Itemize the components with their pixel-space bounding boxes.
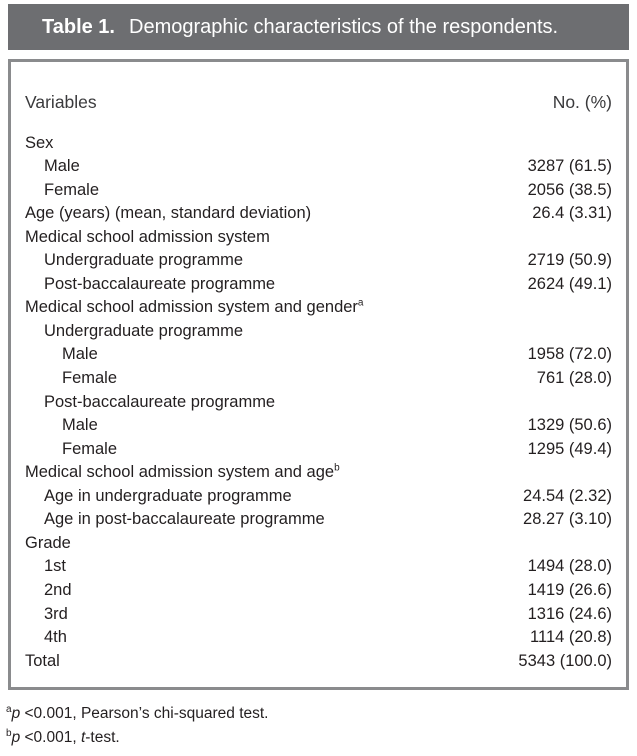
table-row (25, 484, 612, 508)
row-variable: Medical school admission system and gender$^a$ (25, 297, 364, 317)
row-variable: Undergraduate programme (44, 251, 244, 270)
table-row (25, 367, 612, 391)
table-title-bar (8, 4, 629, 50)
row-variable: Post-baccalaureate programme (44, 274, 276, 293)
row-value: 28.27 (3.10) (523, 510, 612, 529)
table-row (25, 626, 612, 650)
table-row (25, 343, 612, 367)
row-value: 3287 (61.5) (527, 157, 612, 176)
header-variables: Variables (25, 91, 97, 112)
row-value: 1329 (50.6) (527, 416, 612, 435)
table-caption: Demographic characteristics of the respondents. (129, 15, 559, 38)
row-variable: Age (years) (mean, standard deviation) (25, 204, 312, 223)
row-value: 5343 (100.0) (518, 651, 612, 670)
table-row (25, 225, 612, 249)
row-value: 1494 (28.0) (527, 557, 612, 576)
row-variable: Male (62, 416, 98, 435)
footnote-marker: b (334, 462, 340, 474)
table-row (25, 437, 612, 461)
row-value: 1419 (26.6) (527, 580, 612, 599)
row-variable: 1st (44, 557, 67, 576)
row-variable: Sex (25, 133, 54, 152)
row-variable: Female (44, 180, 100, 199)
footnote-b: $^b$p <0.001, t-test. (6, 727, 120, 746)
table-row (25, 296, 612, 320)
row-value: 26.4 (3.31) (532, 204, 612, 223)
row-value: 2624 (49.1) (527, 274, 612, 293)
row-variable: Female (62, 369, 118, 387)
row-variable: Male (44, 157, 80, 176)
table-row (25, 461, 612, 485)
row-variable: Age in post-baccalaureate programme (44, 510, 325, 529)
row-value: 24.54 (2.32) (523, 486, 612, 505)
table-row (25, 531, 612, 555)
row-value: 2719 (50.9) (527, 251, 612, 270)
row-variable: Female (62, 439, 118, 458)
table-label: Table 1. (42, 15, 115, 38)
table-row (25, 202, 612, 226)
row-variable: Age in undergraduate programme (44, 486, 292, 505)
row-variable: 3rd (44, 604, 68, 623)
row-value: 1114 (20.8) (530, 628, 612, 647)
table-row (25, 249, 612, 273)
row-value: 2056 (38.5) (527, 180, 612, 199)
row-value: 761 (28.0) (536, 369, 612, 387)
row-value: 1316 (24.6) (527, 604, 612, 623)
table-row (25, 578, 612, 602)
row-variable: Medical school admission system and age$^b$ (25, 462, 340, 482)
table-row (25, 555, 612, 579)
table-row (25, 272, 612, 296)
table-row (25, 414, 612, 438)
table-row (25, 602, 612, 626)
row-variable: Total (25, 651, 60, 670)
table-row (25, 390, 612, 414)
row-variable: Undergraduate programme (44, 321, 244, 340)
footnotes (6, 702, 268, 750)
row-variable: Medical school admission system (25, 227, 270, 246)
table-row (25, 178, 612, 202)
demographics-table (8, 59, 629, 690)
row-value: 1958 (72.0) (527, 345, 612, 364)
table-row (25, 319, 612, 343)
footnote-marker: a (357, 297, 364, 309)
row-variable: Post-baccalaureate programme (44, 392, 276, 411)
row-variable: Grade (25, 533, 71, 552)
footnote-a: $^a$p <0.001, Pearson’s chi-squared test. (6, 703, 269, 722)
header-value: No. (%) (552, 91, 612, 112)
table-row (25, 155, 612, 179)
row-value: 1295 (49.4) (527, 439, 612, 458)
table-header-row (25, 90, 612, 114)
row-variable: Male (62, 345, 98, 364)
row-variable: 4th (44, 628, 67, 647)
table-row (25, 649, 612, 673)
table-row (25, 508, 612, 532)
row-variable: 2nd (44, 580, 72, 599)
table-row (25, 131, 612, 155)
